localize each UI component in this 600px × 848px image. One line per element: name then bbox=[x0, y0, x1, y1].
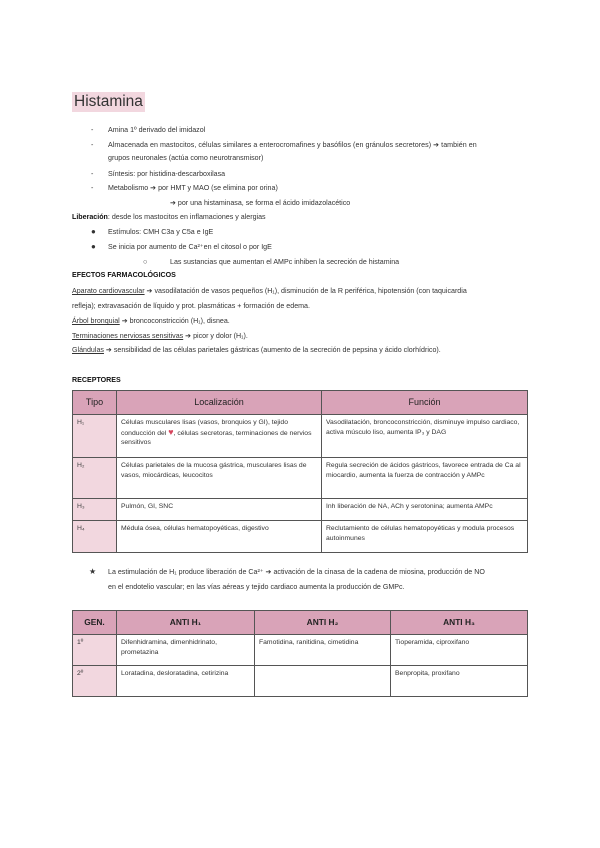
efecto-label: Aparato cardiovascular bbox=[72, 287, 145, 295]
efecto-text: refleja); extravasación de líquido y prot. plasmáticas + formación de edema. bbox=[72, 302, 310, 310]
antihistaminicos-table bbox=[72, 610, 528, 697]
funcion-cell: Regula secreción de ácidos gástricos, favorece entrada de Ca al miocardio, aumenta la fuerza de contracción y AMPc bbox=[322, 458, 528, 499]
tipo-cell: H₂ bbox=[73, 458, 117, 499]
efecto-label: Árbol bronquial bbox=[72, 317, 120, 325]
nota-text: La estimulación de H₁ produce liberación de Ca²⁺ ➔ activación de la cinasa de la cadena de miosina, producción de NO bbox=[108, 568, 485, 576]
table-row bbox=[73, 521, 528, 553]
table-row bbox=[73, 666, 528, 697]
column-header: Función bbox=[322, 391, 528, 415]
efecto-text: ➔ picor y dolor (H₁). bbox=[183, 332, 248, 340]
list-item-text: Estímulos: CMH C3a y C5a e IgE bbox=[108, 228, 214, 236]
heart-icon: ♥ bbox=[168, 426, 174, 437]
anti-h2-cell bbox=[255, 666, 391, 697]
efecto-text: ➔ sensibilidad de las células parietales gástricas (aumento de la secreción de pepsina y ácido clorhídrico). bbox=[103, 346, 441, 354]
anti-h2-cell: Famotidina, ranitidina, cimetidina bbox=[255, 635, 391, 666]
list-item: - bbox=[91, 126, 94, 134]
table-row bbox=[73, 415, 528, 458]
funcion-cell: Vasodilatación, broncoconstricción, disminuye impulso cardiaco, activa músculo liso, aumenta IP₃ y DAG bbox=[322, 415, 528, 458]
column-header: Localización bbox=[117, 391, 322, 415]
list-item-text: Metabolismo ➔ por HMT y MAO (se elimina por orina) bbox=[108, 184, 278, 192]
table-header-row bbox=[73, 391, 528, 415]
efecto-cardiovascular bbox=[72, 286, 467, 296]
efecto-terminaciones bbox=[72, 331, 248, 341]
tipo-cell: H₃ bbox=[73, 499, 117, 521]
list-item: - bbox=[91, 141, 94, 149]
anti-h3-cell: Tioperamida, ciproxifano bbox=[391, 635, 528, 666]
anti-h1-cell: Loratadina, desloratadina, cetirizina bbox=[117, 666, 255, 697]
liberacion-line bbox=[72, 212, 266, 222]
efecto-text: ➔ broncoconstricción (H₁), disnea. bbox=[119, 317, 230, 325]
efecto-text: ➔ vasodilatación de vasos pequeños (H₁), disminución de la R periférica, hipotensión (con taquicardia bbox=[144, 287, 467, 295]
column-header: Tipo bbox=[73, 391, 117, 415]
bullet-icon: ● bbox=[91, 242, 96, 251]
star-icon: ★ bbox=[89, 567, 97, 576]
funcion-cell: Inh liberación de NA, ACh y serotonina; aumenta AMPc bbox=[322, 499, 528, 521]
list-item-text: ➔ por una histaminasa, se forma el ácido imidazolacético bbox=[170, 199, 351, 207]
column-header: GEN. bbox=[73, 611, 117, 635]
table-header-row bbox=[73, 611, 528, 635]
bullet-icon: ● bbox=[91, 227, 96, 236]
column-header: ANTI H₂ bbox=[255, 611, 391, 635]
gen-cell: 1º bbox=[73, 635, 117, 666]
localizacion-cell: Médula ósea, células hematopoyéticas, digestivo bbox=[117, 521, 322, 553]
tipo-cell: H₁ bbox=[73, 415, 117, 458]
liberacion-label: Liberación bbox=[72, 213, 108, 221]
table-row bbox=[73, 635, 528, 666]
table-row bbox=[73, 499, 528, 521]
funcion-cell: Reclutamiento de células hematopoyéticas y modula procesos autoinmunes bbox=[322, 521, 528, 553]
list-item-text: Síntesis: por histidina-descarboxilasa bbox=[108, 170, 226, 178]
list-item: - bbox=[91, 184, 94, 192]
list-item: - bbox=[91, 170, 94, 178]
anti-h1-cell: Difenhidramina, dimenhidrinato, prometazina bbox=[117, 635, 255, 666]
efecto-glandulas bbox=[72, 345, 441, 355]
efectos-heading: EFECTOS FARMACOLÓGICOS bbox=[72, 271, 176, 279]
tipo-cell: H₄ bbox=[73, 521, 117, 553]
efecto-label: Terminaciones nerviosas sensitivas bbox=[72, 332, 184, 340]
page-title: Histamina bbox=[74, 93, 143, 110]
list-item-text: Se inicia por aumento de Ca²⁺en el citosol o por IgE bbox=[108, 243, 272, 251]
localizacion-cell bbox=[117, 415, 322, 458]
localizacion-cell: Células parietales de la mucosa gástrica, musculares lisas de vasos, miocárdicas, leucocitos bbox=[117, 458, 322, 499]
list-item-text: Amina 1º derivado del imidazol bbox=[108, 126, 206, 134]
anti-h3-cell: Benpropita, proxifano bbox=[391, 666, 528, 697]
gen-cell: 2º bbox=[73, 666, 117, 697]
list-item-text: Almacenada en mastocitos, células similares a enterocromafines y basófilos (en gránulos secretores) ➔ también en bbox=[108, 141, 477, 149]
localizacion-text: Células musculares lisas (vasos, bronquios y GI), tejido conducción del bbox=[121, 419, 288, 437]
receptores-table bbox=[72, 390, 528, 553]
receptores-heading: RECEPTORES bbox=[72, 376, 121, 384]
liberacion-text: : desde los mastocitos en inflamaciones y alergias bbox=[107, 213, 266, 221]
column-header: ANTI H₃ bbox=[391, 611, 528, 635]
circle-bullet-icon: ○ bbox=[143, 258, 148, 266]
column-header: ANTI H₁ bbox=[117, 611, 255, 635]
localizacion-text: , células secretoras, terminaciones de nervios sensitivos bbox=[121, 429, 312, 446]
list-item-text: Las sustancias que aumentan el AMPc inhiben la secreción de histamina bbox=[170, 258, 400, 266]
list-item-text: grupos neuronales (actúa como neurotransmisor) bbox=[108, 154, 264, 162]
efecto-label: Glándulas bbox=[72, 346, 104, 354]
nota-text: en el endotelio vascular; en las vías aéreas y tejido cardiaco aumenta la producción de GMPc. bbox=[108, 583, 405, 591]
table-row bbox=[73, 458, 528, 499]
localizacion-cell: Pulmón, GI, SNC bbox=[117, 499, 322, 521]
efecto-arbol-bronquial bbox=[72, 316, 230, 326]
